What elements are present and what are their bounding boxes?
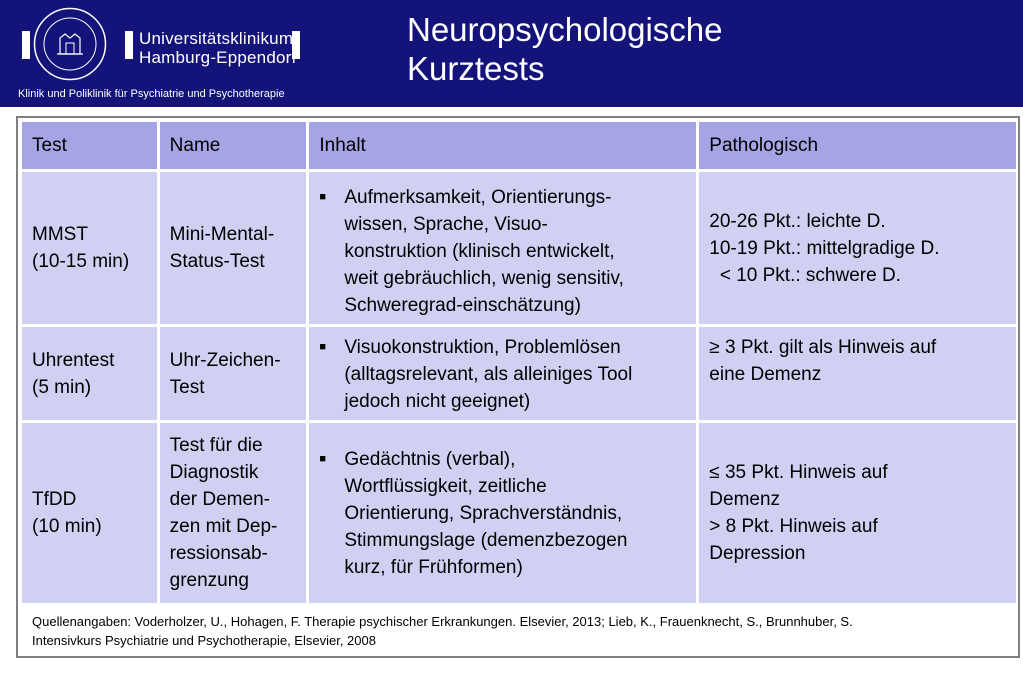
text-line: grenzung	[169, 570, 249, 591]
tests-table	[19, 119, 1019, 659]
brand-name	[139, 29, 296, 67]
source-line-2: Intensivkurs Psychiatrie und Psychotherapie, Elsevier, 2008	[32, 633, 376, 648]
text-line: MMST	[32, 224, 88, 245]
text-line: ressionsab-	[169, 543, 268, 564]
cell-test	[22, 327, 157, 420]
text-line: Status-Test	[169, 251, 265, 272]
clinic-subtitle: Klinik und Poliklinik für Psychiatrie und Psychotherapie	[18, 88, 285, 100]
text-line: ≤ 35 Pkt. Hinweis auf	[709, 462, 888, 483]
text-line: Uhr-Zeichen-	[169, 349, 281, 371]
text-line: Diagnostik	[169, 462, 259, 483]
square-bullet-icon: ■	[319, 341, 326, 353]
text-line: Uhrentest	[32, 349, 115, 371]
cell-name	[160, 327, 307, 420]
column-header-test: Test	[22, 122, 157, 169]
table-header-row	[22, 122, 1016, 169]
text-line: der Demen-	[169, 489, 270, 510]
text-line: Depression	[709, 543, 806, 564]
bullet-item	[319, 184, 686, 319]
source-note	[22, 606, 1016, 656]
table-row	[22, 327, 1016, 420]
header-band	[0, 0, 1023, 107]
text-line: 10-19 Pkt.: mittelgradige D.	[709, 237, 940, 259]
brand-line-2: Hamburg-Eppendorf	[139, 48, 297, 67]
text-line: weit gebräuchlich, wenig sensitiv,	[344, 268, 624, 289]
text-line: Stimmungslage (demenzbezogen	[344, 529, 628, 551]
text-line: Test für die	[169, 435, 263, 456]
title-line-1: Neuropsychologische	[407, 11, 723, 48]
text-line: 20-26 Pkt.: leichte D.	[709, 210, 886, 232]
text-line: > 8 Pkt. Hinweis auf	[709, 516, 878, 537]
text-line: jedoch nicht geeignet)	[344, 391, 531, 412]
tests-table-frame	[16, 116, 1020, 658]
cell-pathologisch	[699, 423, 1016, 603]
text-line: Schweregrad-einschätzung)	[344, 295, 581, 316]
text-line: eine Demenz	[709, 364, 822, 385]
brand-line-1: Universitätsklinikum	[139, 29, 294, 48]
table-row	[22, 172, 1016, 324]
text-line: (10 min)	[32, 516, 102, 537]
table-row	[22, 423, 1016, 603]
logo-bar-middle	[125, 31, 133, 59]
text-line: Gedächtnis (verbal),	[344, 448, 516, 470]
text-line: (alltagsrelevant, als alleiniges Tool	[344, 364, 633, 385]
logo-bar-left	[22, 31, 30, 59]
cell-inhalt	[309, 172, 696, 324]
column-header-inhalt: Inhalt	[309, 122, 696, 169]
text-line: (5 min)	[32, 376, 92, 398]
cell-test	[22, 172, 157, 324]
square-bullet-icon: ■	[319, 452, 326, 465]
bullet-item	[319, 446, 686, 581]
text-line: Visuokonstruktion, Problemlösen	[344, 337, 621, 358]
text-line: < 10 Pkt.: schwere D.	[709, 264, 901, 286]
text-line: konstruktion (klinisch entwickelt,	[344, 241, 615, 262]
text-line: Wortflüssigkeit, zeitliche	[344, 475, 547, 497]
cell-test	[22, 423, 157, 603]
source-row	[22, 606, 1016, 656]
text-line: Mini-Mental-	[169, 224, 275, 245]
cell-inhalt	[309, 423, 696, 603]
column-header-pathologisch: Pathologisch	[699, 122, 1016, 169]
text-line: ≥ 3 Pkt. gilt als Hinweis auf	[709, 337, 937, 358]
text-line: Orientierung, Sprachverständnis,	[344, 502, 623, 524]
square-bullet-icon: ■	[319, 191, 326, 203]
source-line-1: Quellenangaben: Voderholzer, U., Hohagen, F. Therapie psychischer Erkrankungen. Elsevier, 2013; Lieb, K., Frauenknecht, S., Brunnhuber, S.	[32, 614, 853, 629]
text-line: kurz, für Frühformen)	[344, 556, 523, 578]
bullet-item	[319, 334, 686, 415]
column-header-name: Name	[160, 122, 307, 169]
cell-name	[160, 423, 307, 603]
text-line: zen mit Dep-	[169, 516, 278, 537]
cell-inhalt	[309, 327, 696, 420]
text-line: wissen, Sprache, Visuo-	[344, 214, 548, 235]
text-line: Demenz	[709, 489, 781, 510]
text-line: TfDD	[32, 489, 77, 510]
text-line: (10-15 min)	[32, 251, 130, 272]
title-line-2: Kurztests	[407, 50, 545, 87]
university-seal-icon	[33, 7, 107, 81]
cell-name	[160, 172, 307, 324]
cell-pathologisch	[699, 172, 1016, 324]
text-line: Test	[169, 376, 205, 398]
text-line: Aufmerksamkeit, Orientierungs-	[344, 187, 612, 208]
page-title	[407, 10, 723, 88]
cell-pathologisch	[699, 327, 1016, 420]
